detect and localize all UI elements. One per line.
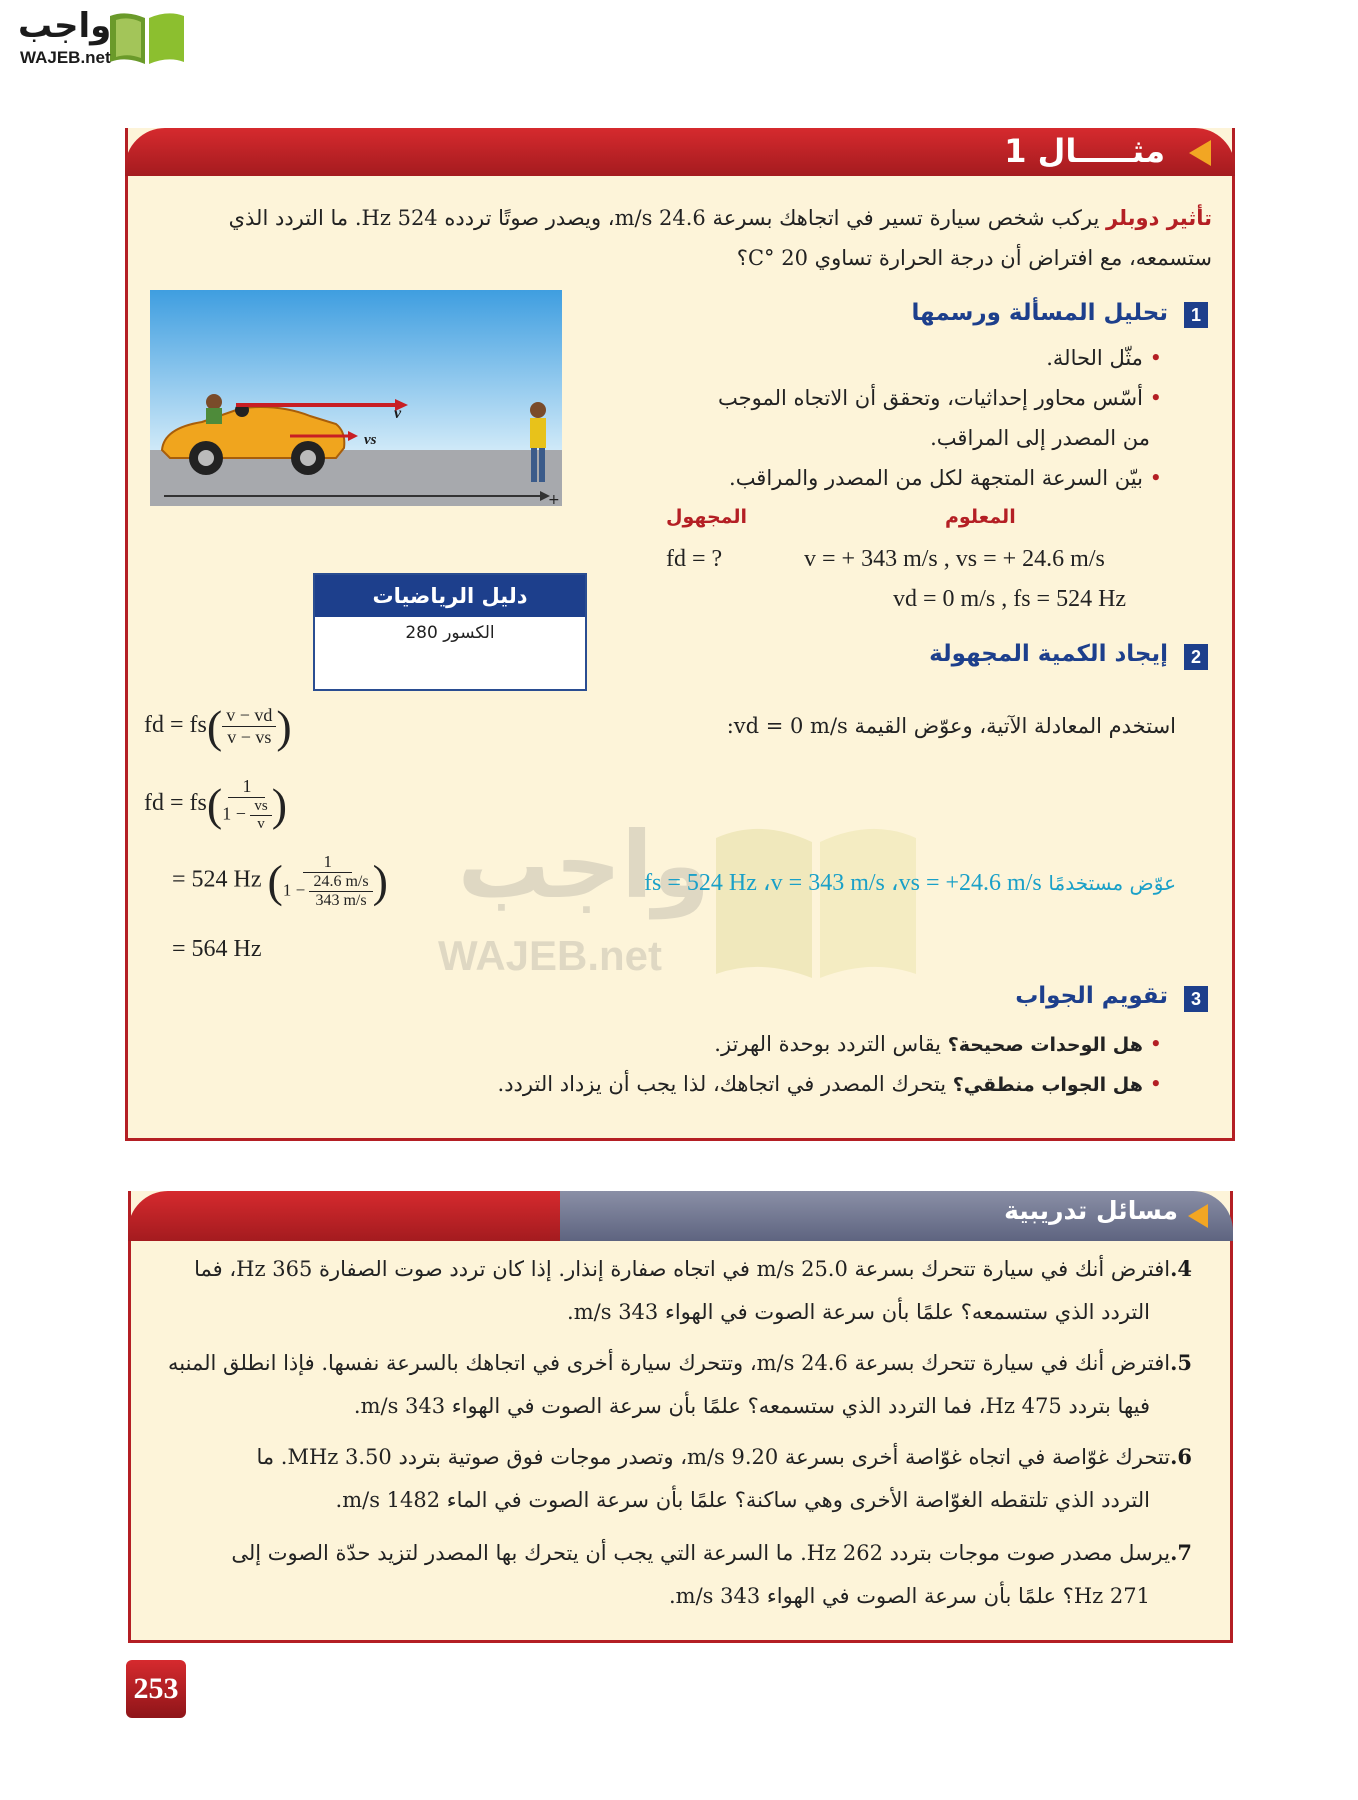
practice-header-accent <box>128 1191 560 1241</box>
problem-4-line-2: التردد الذي ستسمعه؟ علمًا بأن سرعة الصوت في الهواء 343 m/s. <box>567 1300 1150 1324</box>
math-guide-box[interactable] <box>313 573 587 691</box>
problem-5-line-2: فيها بتردد 475 Hz، فما التردد الذي ستسمعه؟ علمًا بأن سرعة الصوت في الهواء 343 m/s. <box>353 1394 1150 1418</box>
car-scene-image <box>150 290 562 506</box>
equation-substituted: = 524 Hz ( 1 1 − $\frac{24.6 m/s}{343 m/s}$ ) <box>172 852 388 909</box>
step-1-title: تحليل المسألة ورسمها <box>911 300 1168 326</box>
intro-line-1 <box>229 206 1212 230</box>
step-2-instruction: استخدم المعادلة الآتية، وعوّض القيمة vd = 0 m/s: <box>726 714 1176 738</box>
step-2-number: 2 <box>1184 644 1208 670</box>
step-1-bullet-2-cont: من المصدر إلى المراقب. <box>930 426 1150 450</box>
step-1-number: 1 <box>1184 302 1208 328</box>
known-label: المعلوم <box>945 506 1016 528</box>
logo-arabic-text: واجب <box>18 6 112 46</box>
problem-7-line-2: 271 Hz؟ علمًا بأن سرعة الصوت في الهواء 343 m/s. <box>668 1584 1150 1608</box>
problem-6-line-1: 6.تتحرك غوّاصة في اتجاه غوّاصة أخرى بسرعة 9.20 m/s، وتصدر موجات فوق صوتية بتردد 3.50 MHz. ما <box>256 1444 1192 1469</box>
axis-plus-label: + <box>548 492 560 506</box>
example-title: مثـــــال 1 <box>1004 132 1165 170</box>
math-guide-title: دليل الرياضيات <box>315 575 585 617</box>
substitution-line: عوّض مستخدمًا fs = 524 Hz ،v = 343 m/s ،vs = +24.6 m/s <box>644 870 1176 896</box>
step-1-bullet-1: • مثّل الحالة. <box>1046 346 1162 370</box>
step-3-title: تقويم الجواب <box>1015 983 1168 1009</box>
step-3-bullet-1: • هل الوحدات صحيحة؟ يقاس التردد بوحدة الهرتز. <box>714 1032 1162 1056</box>
problem-7-line-1: 7.يرسل مصدر صوت موجات بتردد 262 Hz. ما السرعة التي يجب أن يتحرك بها المصدر لتزيد حدّة الصوت إلى <box>231 1540 1192 1565</box>
unknown-value: fd = ? <box>666 546 723 572</box>
math-guide-entry[interactable]: الكسور 280 <box>405 623 495 643</box>
step-1-bullet-3: • بيّن السرعة المتجهة لكل من المصدر والمراقب. <box>729 466 1162 490</box>
practice-header-arrow-icon <box>1188 1204 1208 1228</box>
problem-4-line-1: 4.افترض أنك في سيارة تتحرك بسرعة 25.0 m/s في اتجاه صفارة إنذار. إذا كان تردد صوت الصفارة 365 Hz، فما <box>194 1256 1192 1281</box>
problem-6-line-2: التردد الذي تلتقطه الغوّاصة الأخرى وهي ساكنة؟ علمًا بأن سرعة الصوت في الماء 1482 m/s. <box>335 1488 1150 1512</box>
logo-english-text: WAJEB.net <box>20 48 111 67</box>
watermark-english: WAJEB.net <box>438 932 663 979</box>
equation-doppler-simplified: fd = fs( 1 1 − $\frac{vs}{v}$ ) <box>144 776 288 832</box>
problem-5-line-1: 5.افترض أنك في سيارة تتحرك بسرعة 24.6 m/s، وتتحرك سيارة أخرى في اتجاهك بالسرعة نفسها. فإذا انطلق المنبه <box>168 1350 1192 1375</box>
watermark-arabic: واجب <box>457 812 710 919</box>
equation-result: = 564 Hz <box>172 936 262 962</box>
intro-line-2: ستسمعه، مع افتراض أن درجة الحرارة تساوي 20 °C؟ <box>736 246 1212 270</box>
practice-title: مسائل تدريبية <box>1004 1196 1178 1225</box>
step-3-bullet-2: • هل الجواب منطقي؟ يتحرك المصدر في اتجاهك، لذا يجب أن يزداد التردد. <box>497 1072 1162 1096</box>
v-arrow-label: v <box>394 405 402 422</box>
page-number: 253 <box>126 1660 186 1718</box>
example-header <box>125 128 1235 176</box>
step-1-bullet-2: • أسّس محاور إحداثيات، وتحقق أن الاتجاه الموجب <box>718 386 1162 410</box>
vs-arrow-label: vs <box>364 432 377 448</box>
step-3-number: 3 <box>1184 986 1208 1012</box>
intro-text-1: يركب شخص سيارة تسير في اتجاهك بسرعة 24.6 m/s، ويصدر صوتًا تردده 524 Hz. ما التردد الذي <box>228 206 1100 230</box>
step-2-title: إيجاد الكمية المجهولة <box>929 641 1168 667</box>
book-logo-icon <box>106 6 188 66</box>
unknown-label: المجهول <box>666 506 748 528</box>
equation-doppler-general: fd = fs( $\frac{v - vd}{v - vs}$ ) <box>144 701 292 752</box>
intro-keyword: تأثير دوبلر <box>1106 206 1212 230</box>
header-arrow-icon <box>1189 140 1211 166</box>
wajeb-watermark <box>430 808 930 988</box>
doppler-illustration <box>150 290 562 506</box>
known-values-2: vd = 0 m/s , fs = 524 Hz <box>893 586 1127 612</box>
known-values-1: v = + 343 m/s , vs = + 24.6 m/s <box>804 546 1105 572</box>
wajeb-logo[interactable] <box>8 4 188 70</box>
